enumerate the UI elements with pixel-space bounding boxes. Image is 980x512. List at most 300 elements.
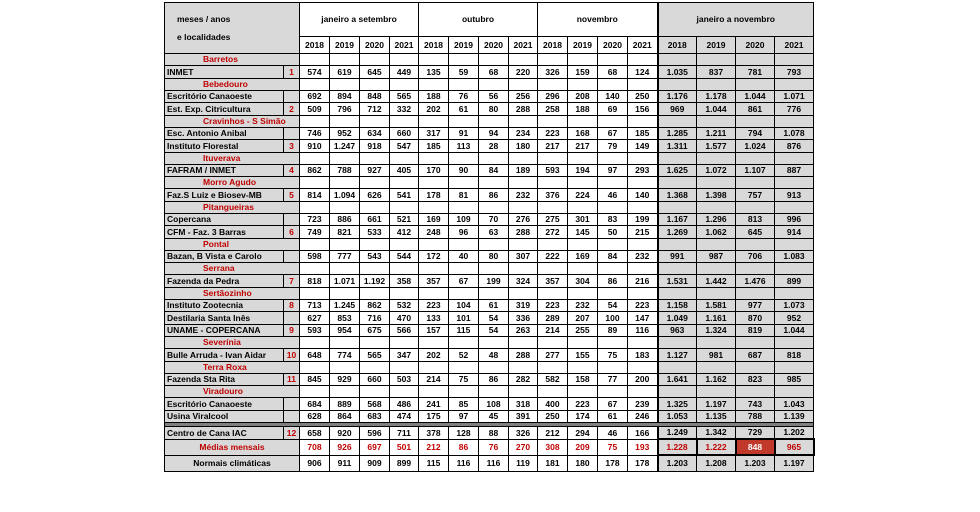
- value-cell: 1.135: [697, 410, 736, 423]
- empty-cell: [509, 361, 538, 373]
- value-cell: 275: [538, 213, 568, 226]
- value-cell: 405: [390, 164, 419, 177]
- value-cell: 391: [509, 410, 538, 423]
- value-cell: 97: [598, 164, 628, 177]
- value-cell: 547: [390, 140, 419, 153]
- value-cell: 543: [360, 250, 390, 263]
- empty-cell: [775, 337, 814, 349]
- value-cell: 70: [479, 213, 509, 226]
- empty-cell: [479, 263, 509, 275]
- empty-cell: [300, 238, 330, 250]
- empty-cell: [419, 177, 449, 189]
- empty-cell: [628, 54, 658, 66]
- region-label: Terra Roxa: [165, 361, 300, 373]
- empty-cell: [449, 386, 479, 398]
- value-cell: 194: [568, 164, 598, 177]
- empty-cell: [419, 263, 449, 275]
- value-cell: 1.167: [658, 213, 697, 226]
- value-cell: 208: [568, 90, 598, 103]
- value-cell: 97: [449, 410, 479, 423]
- value-cell: 90: [449, 164, 479, 177]
- empty-cell: [568, 78, 598, 90]
- empty-cell: [390, 115, 419, 127]
- empty-cell: [736, 263, 775, 275]
- empty-cell: [300, 54, 330, 66]
- empty-cell: [479, 361, 509, 373]
- empty-cell: [330, 152, 360, 164]
- value-cell: 711: [390, 427, 419, 440]
- value-cell: 84: [479, 164, 509, 177]
- group-header-jan-sep: janeiro a setembro: [300, 3, 419, 37]
- value-cell: 183: [628, 349, 658, 362]
- value-cell: 532: [390, 299, 419, 312]
- value-cell: 276: [509, 213, 538, 226]
- station-name: UNAME - COPERCANA: [165, 324, 284, 337]
- value-cell: 232: [628, 250, 658, 263]
- empty-cell: [736, 337, 775, 349]
- empty-cell: [538, 287, 568, 299]
- station-name: Faz.S Luiz e Biosev-MB: [165, 189, 284, 202]
- empty-cell: [658, 78, 697, 90]
- region-label: Viradouro: [165, 386, 300, 398]
- value-cell: 963: [658, 324, 697, 337]
- value-cell: 1.202: [775, 427, 814, 440]
- empty-cell: [330, 115, 360, 127]
- empty-cell: [775, 238, 814, 250]
- empty-cell: [449, 177, 479, 189]
- value-cell: 54: [598, 299, 628, 312]
- value-cell: 336: [509, 312, 538, 325]
- empty-cell: [479, 201, 509, 213]
- empty-cell: [449, 152, 479, 164]
- station-name: Escritório Canaoeste: [165, 90, 284, 103]
- empty-cell: [598, 177, 628, 189]
- value-cell: 910: [300, 140, 330, 153]
- empty-cell: [697, 115, 736, 127]
- value-cell: 223: [538, 299, 568, 312]
- value-cell: 914: [775, 226, 814, 239]
- empty-cell: [568, 177, 598, 189]
- value-cell: 926: [330, 439, 360, 455]
- value-cell: 188: [419, 90, 449, 103]
- value-cell: 449: [390, 66, 419, 79]
- value-cell: 1.197: [697, 398, 736, 411]
- value-cell: 619: [330, 66, 360, 79]
- value-cell: 76: [449, 90, 479, 103]
- value-cell: 470: [390, 312, 419, 325]
- value-cell: 169: [419, 213, 449, 226]
- value-cell: 1.044: [697, 103, 736, 116]
- value-cell: 45: [479, 410, 509, 423]
- station-name: Destilaria Santa Inês: [165, 312, 284, 325]
- value-cell: 853: [330, 312, 360, 325]
- value-cell: 277: [538, 349, 568, 362]
- empty-cell: [509, 238, 538, 250]
- empty-cell: [736, 54, 775, 66]
- value-cell: 593: [300, 324, 330, 337]
- empty-cell: [568, 238, 598, 250]
- value-cell: 255: [568, 324, 598, 337]
- year-header: 2021: [628, 37, 658, 54]
- value-cell: 199: [628, 213, 658, 226]
- empty-cell: [330, 287, 360, 299]
- empty-cell: [736, 361, 775, 373]
- empty-cell: [449, 337, 479, 349]
- value-cell: 1.176: [658, 90, 697, 103]
- value-cell: 823: [736, 373, 775, 386]
- value-cell: 965: [775, 439, 814, 455]
- empty-cell: [479, 386, 509, 398]
- empty-cell: [697, 54, 736, 66]
- value-cell: 862: [360, 299, 390, 312]
- empty-cell: [390, 337, 419, 349]
- value-cell: 729: [736, 427, 775, 440]
- empty-cell: [736, 201, 775, 213]
- empty-cell: [628, 386, 658, 398]
- value-cell: 627: [300, 312, 330, 325]
- value-cell: 596: [360, 427, 390, 440]
- empty-cell: [697, 361, 736, 373]
- value-cell: 124: [628, 66, 658, 79]
- value-cell: 684: [300, 398, 330, 411]
- value-cell: 1.342: [697, 427, 736, 440]
- group-header-oct: outubro: [419, 3, 538, 37]
- value-cell: 84: [598, 250, 628, 263]
- value-cell: 628: [300, 410, 330, 423]
- empty-cell: [360, 115, 390, 127]
- value-cell: 46: [598, 427, 628, 440]
- value-cell: 256: [509, 90, 538, 103]
- value-cell: 289: [538, 312, 568, 325]
- value-cell: 301: [568, 213, 598, 226]
- value-cell: 645: [736, 226, 775, 239]
- empty-cell: [775, 152, 814, 164]
- empty-cell: [449, 115, 479, 127]
- value-cell: 48: [479, 349, 509, 362]
- value-cell: 86: [479, 189, 509, 202]
- empty-cell: [658, 386, 697, 398]
- empty-cell: [538, 78, 568, 90]
- value-cell: 212: [419, 439, 449, 455]
- empty-cell: [300, 287, 330, 299]
- value-cell: 217: [568, 140, 598, 153]
- value-cell: 61: [479, 299, 509, 312]
- value-cell: 660: [360, 373, 390, 386]
- value-cell: 796: [330, 103, 360, 116]
- empty-cell: [419, 152, 449, 164]
- value-cell: 837: [697, 66, 736, 79]
- value-cell: 818: [300, 275, 330, 288]
- value-cell: 593: [538, 164, 568, 177]
- value-cell: 69: [598, 103, 628, 116]
- value-cell: 1.296: [697, 213, 736, 226]
- value-cell: 59: [449, 66, 479, 79]
- value-cell: 232: [509, 189, 538, 202]
- value-cell: 1.577: [697, 140, 736, 153]
- value-cell: 178: [598, 455, 628, 471]
- empty-cell: [697, 263, 736, 275]
- empty-cell: [479, 287, 509, 299]
- empty-cell: [568, 54, 598, 66]
- value-cell: 178: [419, 189, 449, 202]
- value-cell: 1.208: [697, 455, 736, 471]
- value-cell: 324: [509, 275, 538, 288]
- value-cell: 899: [390, 455, 419, 471]
- value-cell: 169: [568, 250, 598, 263]
- station-name: Instituto Zootecnia: [165, 299, 284, 312]
- station-number: [284, 410, 300, 423]
- empty-cell: [658, 152, 697, 164]
- station-number: 10: [284, 349, 300, 362]
- value-cell: 1.222: [697, 439, 736, 455]
- value-cell: 781: [736, 66, 775, 79]
- empty-cell: [419, 78, 449, 90]
- value-cell: 115: [449, 324, 479, 337]
- value-cell: 985: [775, 373, 814, 386]
- value-cell: 1.127: [658, 349, 697, 362]
- empty-cell: [628, 337, 658, 349]
- empty-cell: [300, 361, 330, 373]
- value-cell: 270: [509, 439, 538, 455]
- value-cell: 67: [449, 275, 479, 288]
- value-cell: 981: [697, 349, 736, 362]
- empty-cell: [419, 386, 449, 398]
- year-header: 2020: [360, 37, 390, 54]
- value-cell: 358: [390, 275, 419, 288]
- value-cell: 716: [360, 312, 390, 325]
- year-header: 2018: [300, 37, 330, 54]
- empty-cell: [479, 115, 509, 127]
- empty-cell: [449, 78, 479, 90]
- value-cell: 1.203: [736, 455, 775, 471]
- value-cell: 1.325: [658, 398, 697, 411]
- value-cell: 1.476: [736, 275, 775, 288]
- station-name: Fazenda da Pedra: [165, 275, 284, 288]
- year-header: 2018: [538, 37, 568, 54]
- station-name: Fazenda Sta Rita: [165, 373, 284, 386]
- value-cell: 533: [360, 226, 390, 239]
- station-number: 8: [284, 299, 300, 312]
- value-cell: 582: [538, 373, 568, 386]
- value-cell: 929: [330, 373, 360, 386]
- region-label: Morro Agudo: [165, 177, 300, 189]
- empty-cell: [568, 152, 598, 164]
- value-cell: 1.024: [736, 140, 775, 153]
- empty-cell: [360, 238, 390, 250]
- value-cell: 952: [775, 312, 814, 325]
- value-cell: 86: [479, 373, 509, 386]
- value-cell: 188: [568, 103, 598, 116]
- value-cell: 214: [419, 373, 449, 386]
- empty-cell: [598, 78, 628, 90]
- value-cell: 1.398: [697, 189, 736, 202]
- value-cell: 250: [538, 410, 568, 423]
- value-cell: 319: [509, 299, 538, 312]
- value-cell: 86: [449, 439, 479, 455]
- value-cell: 813: [736, 213, 775, 226]
- empty-cell: [300, 152, 330, 164]
- value-cell: 116: [479, 455, 509, 471]
- empty-cell: [598, 263, 628, 275]
- empty-cell: [628, 78, 658, 90]
- empty-cell: [479, 177, 509, 189]
- value-cell: 675: [360, 324, 390, 337]
- empty-cell: [568, 287, 598, 299]
- station-name: FAFRAM / INMET: [165, 164, 284, 177]
- value-cell: 263: [509, 324, 538, 337]
- value-cell: 814: [300, 189, 330, 202]
- empty-cell: [390, 238, 419, 250]
- empty-cell: [300, 177, 330, 189]
- value-cell: 215: [628, 226, 658, 239]
- value-cell: 116: [628, 324, 658, 337]
- station-number: 6: [284, 226, 300, 239]
- value-cell: 246: [628, 410, 658, 423]
- year-header: 2018: [419, 37, 449, 54]
- empty-cell: [697, 287, 736, 299]
- value-cell: 568: [360, 398, 390, 411]
- empty-cell: [360, 337, 390, 349]
- station-name: CFM - Faz. 3 Barras: [165, 226, 284, 239]
- empty-cell: [598, 115, 628, 127]
- value-cell: 220: [509, 66, 538, 79]
- value-cell: 170: [419, 164, 449, 177]
- empty-cell: [598, 337, 628, 349]
- empty-cell: [509, 263, 538, 275]
- value-cell: 189: [509, 164, 538, 177]
- value-cell: 108: [479, 398, 509, 411]
- rainfall-table: [164, 2, 815, 472]
- value-cell: 952: [330, 127, 360, 140]
- station-name: INMET: [165, 66, 284, 79]
- value-cell: 258: [538, 103, 568, 116]
- value-cell: 75: [598, 439, 628, 455]
- empty-cell: [628, 152, 658, 164]
- value-cell: 913: [775, 189, 814, 202]
- value-cell: 1.192: [360, 275, 390, 288]
- empty-cell: [775, 177, 814, 189]
- value-cell: 848: [360, 90, 390, 103]
- value-cell: 54: [479, 312, 509, 325]
- value-cell: 202: [419, 349, 449, 362]
- value-cell: 67: [598, 398, 628, 411]
- empty-cell: [538, 337, 568, 349]
- value-cell: 326: [509, 427, 538, 440]
- empty-cell: [697, 152, 736, 164]
- empty-cell: [697, 201, 736, 213]
- value-cell: 660: [390, 127, 419, 140]
- empty-cell: [775, 386, 814, 398]
- group-header-nov: novembro: [538, 3, 658, 37]
- value-cell: 899: [775, 275, 814, 288]
- value-cell: 223: [538, 127, 568, 140]
- value-cell: 200: [628, 373, 658, 386]
- station-name: Bulle Arruda - Ivan Aidar: [165, 349, 284, 362]
- empty-cell: [419, 115, 449, 127]
- value-cell: 202: [419, 103, 449, 116]
- value-cell: 864: [330, 410, 360, 423]
- year-header: 2020: [598, 37, 628, 54]
- empty-cell: [360, 177, 390, 189]
- value-cell: 400: [538, 398, 568, 411]
- empty-cell: [509, 177, 538, 189]
- value-cell: 723: [300, 213, 330, 226]
- value-cell: 1.072: [697, 164, 736, 177]
- value-cell: 1.247: [330, 140, 360, 153]
- value-cell: 28: [479, 140, 509, 153]
- value-cell: 135: [419, 66, 449, 79]
- empty-cell: [628, 177, 658, 189]
- empty-cell: [568, 115, 598, 127]
- value-cell: 67: [598, 127, 628, 140]
- value-cell: 168: [568, 127, 598, 140]
- value-cell: 347: [390, 349, 419, 362]
- value-cell: 746: [300, 127, 330, 140]
- value-cell: 83: [598, 213, 628, 226]
- empty-cell: [479, 337, 509, 349]
- empty-cell: [658, 263, 697, 275]
- station-number: 4: [284, 164, 300, 177]
- value-cell: 574: [300, 66, 330, 79]
- value-cell: 697: [360, 439, 390, 455]
- value-cell: 40: [449, 250, 479, 263]
- value-cell: 248: [419, 226, 449, 239]
- value-cell: 50: [598, 226, 628, 239]
- value-cell: 307: [509, 250, 538, 263]
- empty-cell: [330, 201, 360, 213]
- value-cell: 1.035: [658, 66, 697, 79]
- value-cell: 996: [775, 213, 814, 226]
- value-cell: 250: [628, 90, 658, 103]
- value-cell: 1.442: [697, 275, 736, 288]
- value-cell: 566: [390, 324, 419, 337]
- value-cell: 713: [300, 299, 330, 312]
- region-label: Sertãozinho: [165, 287, 300, 299]
- value-cell: 185: [419, 140, 449, 153]
- empty-cell: [628, 263, 658, 275]
- value-cell: 987: [697, 250, 736, 263]
- value-cell: 149: [628, 140, 658, 153]
- value-cell: 1.178: [697, 90, 736, 103]
- empty-cell: [419, 287, 449, 299]
- region-label: Cravinhos - S Simão: [165, 115, 300, 127]
- value-cell: 1.161: [697, 312, 736, 325]
- empty-cell: [300, 78, 330, 90]
- value-cell: 894: [330, 90, 360, 103]
- region-label: Pitangueiras: [165, 201, 300, 213]
- value-cell: 1.062: [697, 226, 736, 239]
- station-name: Esc. Antonio Anibal: [165, 127, 284, 140]
- value-cell: 1.107: [736, 164, 775, 177]
- empty-cell: [538, 115, 568, 127]
- value-cell: 294: [568, 427, 598, 440]
- value-cell: 648: [300, 349, 330, 362]
- empty-cell: [509, 115, 538, 127]
- value-cell: 793: [775, 66, 814, 79]
- value-cell: 207: [568, 312, 598, 325]
- value-cell: 1.078: [775, 127, 814, 140]
- group-header-jan-nov: janeiro a novembro: [658, 3, 814, 37]
- empty-cell: [538, 201, 568, 213]
- empty-cell: [419, 361, 449, 373]
- empty-cell: [360, 386, 390, 398]
- value-cell: 293: [628, 164, 658, 177]
- value-cell: 156: [628, 103, 658, 116]
- value-cell: 63: [479, 226, 509, 239]
- value-cell: 862: [300, 164, 330, 177]
- station-number: [284, 127, 300, 140]
- value-cell: 1.368: [658, 189, 697, 202]
